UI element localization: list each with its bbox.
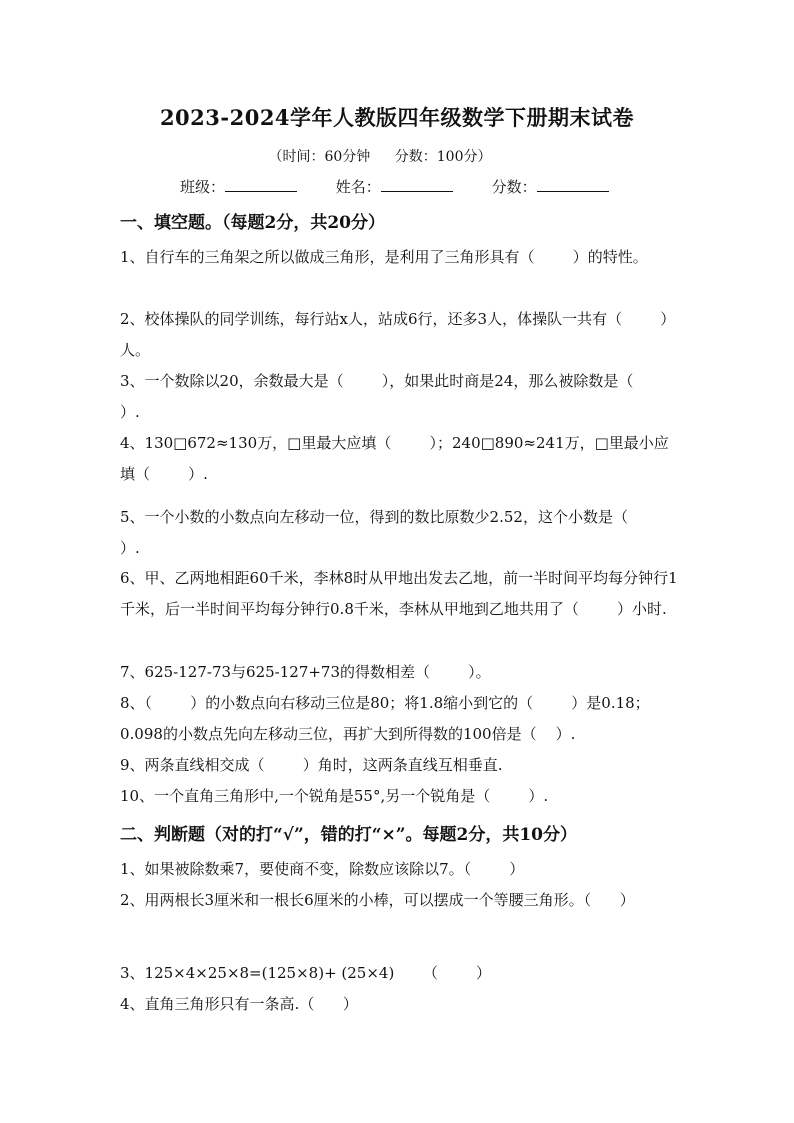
name-label: 姓名： bbox=[335, 178, 381, 196]
student-info-row bbox=[180, 176, 643, 197]
question-1-9: 9、两条直线相交成（ ）角时，这两条直线互相垂直. bbox=[120, 756, 503, 774]
name-blank[interactable] bbox=[381, 177, 453, 192]
class-field bbox=[180, 176, 297, 197]
question-1-8: 8、（ ）的小数点向右移动三位是80；将1.8缩小到它的（ ）是0.18；0.098的小数点先向左移动三位，再扩大到所得数的100倍是（ ）. bbox=[120, 694, 650, 743]
question-1-5: 5、一个小数的小数点向左移动一位，得到的数比原数少2.52，这个小数是（ ）. bbox=[120, 508, 667, 557]
name-field bbox=[336, 176, 453, 197]
score-blank[interactable] bbox=[537, 177, 609, 192]
question-1-10: 10、一个直角三角形中,一个锐角是55°,另一个锐角是（ ）. bbox=[120, 787, 549, 805]
question-2-1: 1、如果被除数乘7，要使商不变，除数应该除以7。（ ） bbox=[120, 860, 525, 878]
question-1-3: 3、一个数除以20，余数最大是（ ），如果此时商是24，那么被除数是（ ）. bbox=[120, 372, 672, 421]
question-1-2: 2、校体操队的同学训练，每行站x人，站成6行，还多3人，体操队一共有（ ）人。 bbox=[120, 310, 676, 359]
question-2-2: 2、用两根长3厘米和一根长6厘米的小棒，可以摆成一个等腰三角形。（ ） bbox=[120, 891, 635, 909]
score-label: 分数： bbox=[491, 178, 537, 196]
score-field bbox=[492, 176, 609, 197]
class-blank[interactable] bbox=[225, 177, 297, 192]
class-label: 班级： bbox=[180, 178, 226, 196]
question-1-1: 1、自行车的三角架之所以做成三角形，是利用了三角形具有（ ）的特性。 bbox=[120, 248, 648, 266]
section-1-title: 一、填空题。（每题2分，共20分） bbox=[120, 213, 385, 233]
section-2-title: 二、判断题（对的打“√”，错的打“×”。每题2分，共10分） bbox=[120, 825, 578, 845]
question-1-6: 6、甲、乙两地相距60千米，李林8时从甲地出发去乙地，前一半时间平均每分钟行1千米，后一半时间平均每分钟行0.8千米，李林从甲地到乙地共用了（ ）小时. bbox=[120, 569, 678, 618]
question-1-7: 7、625-127-73与625-127+73的得数相差（ ）。 bbox=[120, 663, 491, 681]
score-info: 分数：100分） bbox=[394, 149, 492, 165]
question-1-4: 4、130□672≈130万，□里最大应填（ ）；240□890≈241万，□里最小应填（ ）. bbox=[120, 434, 669, 483]
exam-title: 2023-2024学年人教版四年级数学下册期末试卷 bbox=[159, 105, 635, 130]
exam-subtitle bbox=[0, 146, 760, 166]
question-2-3: 3、125×4×25×8=(125×8)+ (25×4) （ ） bbox=[120, 964, 492, 982]
question-2-4: 4、直角三角形只有一条高.（ ） bbox=[120, 995, 358, 1013]
time-info: （时间：60分钟 bbox=[268, 149, 371, 165]
